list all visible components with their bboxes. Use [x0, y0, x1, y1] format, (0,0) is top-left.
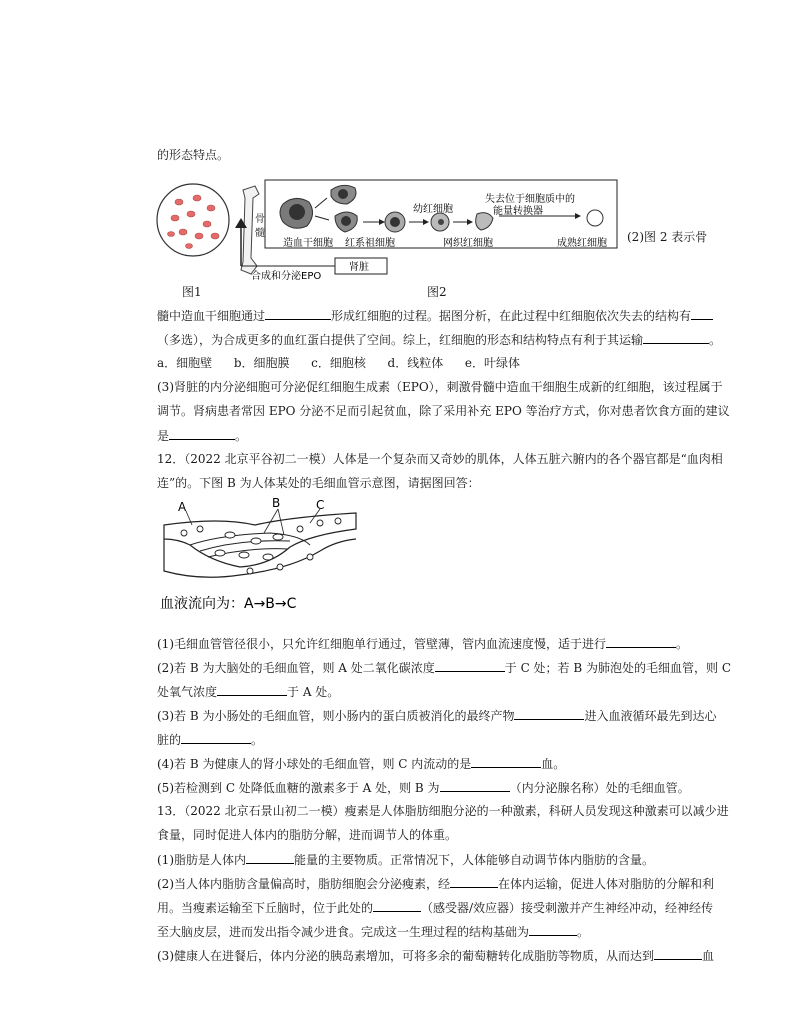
q12-sub-3-line-1: (3)若 B 为小肠处的毛细血管，则小肠内的蛋白质被消化的最终产物 进入血液循环最先到达心	[157, 709, 717, 723]
label-a: A	[178, 500, 187, 514]
answer-blank[interactable]	[246, 851, 294, 864]
q2-options	[157, 355, 520, 371]
answer-blank[interactable]	[606, 635, 676, 648]
answer-blank[interactable]	[169, 427, 235, 440]
lead-text: 的形态特点。	[157, 148, 230, 162]
answer-blank[interactable]	[643, 331, 709, 344]
answer-blank[interactable]	[654, 947, 702, 960]
q12-line-2: 连”的。下图 B 为人体某处的毛细血管示意图，请据图回答：	[157, 476, 480, 490]
q13-line-1: 13．（2022 北京石景山初二一模）瘦素是人体脂肪细胞分泌的一种激素，科研人员发现这种激素可以减少进	[157, 804, 729, 818]
q13-line-2: 食量，同时促进人体内的脂肪分解，进而调节人的体重。	[157, 828, 458, 842]
erythroid-label: 红系祖细胞	[345, 238, 395, 249]
option-e: e．叶绿体	[464, 356, 520, 370]
option-d: d．线粒体	[387, 356, 444, 370]
answer-blank[interactable]	[217, 683, 287, 696]
q12-sub-2-line-1: (2)若 B 为大脑处的毛细血管，则 A 处二氧化碳浓度 于 C 处；若 B 为肺泡处的毛细血管，则 C	[157, 661, 732, 675]
q12-sub-5: (5)若检测到 C 处降低血糖的激素多于 A 处，则 B 为 （内分泌腺名称）处的毛细血管。	[157, 781, 690, 795]
answer-blank[interactable]	[471, 755, 541, 768]
young-rbc-label: 幼红细胞	[413, 204, 453, 215]
answer-blank[interactable]	[265, 307, 331, 320]
answer-blank[interactable]	[435, 659, 505, 672]
kidney-label: 肾脏	[349, 262, 369, 273]
figure2-caption: 图2	[427, 285, 447, 299]
epo-label: 合成和分泌EPO	[251, 271, 322, 282]
answer-blank[interactable]	[450, 875, 498, 888]
answer-blank[interactable]	[691, 307, 713, 320]
option-a: a．细胞壁	[157, 356, 213, 370]
q13-sub-2-line-1: (2)当人体内脂肪含量偏高时，脂肪细胞会分泌瘦素，经 在体内运输，促进人体对脂肪的分解和利	[157, 877, 715, 891]
option-b: b．细胞膜	[233, 356, 290, 370]
q12-sub-4: (4)若 B 为健康人的肾小球处的毛细血管，则 C 内流动的是 血。	[157, 757, 566, 771]
lost-organelle-label-2: 能量转换器	[493, 206, 543, 217]
mature-rbc-label: 成熟红细胞	[557, 238, 607, 249]
q12-sub-2-line-2: 处氧气浓度 于 A 处。	[157, 685, 340, 699]
q13-sub-2-line-3: 至大脑皮层，进而发出指令减少进食。完成这一生理过程的结构基础为 。	[157, 925, 590, 939]
q2-line-1: 髓中造血干细胞通过 形成红细胞的过程。据图分析，在此过程中红细胞依次失去的结构有	[157, 307, 713, 324]
stem-cell-label: 造血干细胞	[283, 238, 333, 249]
answer-blank[interactable]	[440, 779, 510, 792]
stem-cell-drawing	[280, 198, 313, 228]
label-c: C	[316, 498, 325, 512]
q2-line-2: （多选），为合成更多的血红蛋白提供了空间。综上，红细胞的形态和结构特点有利于其运输 。	[157, 333, 722, 347]
q3-line-3: 是 。	[157, 429, 248, 443]
lost-organelle-label-1: 失去位于细胞质中的	[485, 194, 575, 205]
bone-label-2: 髓	[255, 228, 265, 239]
q2-side-text: (2)图 2 表示骨	[627, 230, 708, 244]
q13-sub-3: (3)健康人在进餐后，体内分泌的胰岛素增加，可将多余的葡萄糖转化成脂肪等物质，从而达到 血	[157, 949, 715, 963]
blood-smear-diagram	[157, 184, 229, 256]
answer-blank[interactable]	[529, 923, 577, 936]
q3-line-2: 调节。肾病患者常因 EPO 分泌不足而引起贫血，除了采用补充 EPO 等治疗方式，你对患者饮食方面的建议	[157, 404, 730, 418]
reticulocyte-label: 网织红细胞	[443, 238, 493, 249]
q13-sub-2-line-2: 用。当瘦素运输至下丘脑时，位于此处的 （感受器/效应器）接受刺激并产生神经冲动，经神经传	[157, 901, 714, 915]
figure1-caption: 图1	[182, 285, 202, 299]
q3-line-1: (3)肾脏的内分泌细胞可分泌促红细胞生成素（EPO），刺激骨髓中造血干细胞生成新的红细胞，该过程属于	[157, 380, 723, 394]
answer-blank[interactable]	[373, 899, 421, 912]
q12-sub-3-line-2: 脏的 。	[157, 733, 264, 747]
option-c: c．细胞核	[311, 356, 366, 370]
q12-line-1: 12．（2022 北京平谷初二一模）人体是一个复杂而又奇妙的肌体，人体五脏六腑内的各个器官都是“血肉相	[157, 452, 723, 466]
q12-sub-1: (1)毛细血管管径很小，只允许红细胞单行通过，管壁薄，管内血流速度慢，适于进行 。	[157, 637, 689, 651]
flow-direction-label: 血液流向为：A→B→C	[160, 596, 297, 612]
capillary-diagram	[160, 495, 360, 613]
answer-blank[interactable]	[181, 731, 251, 744]
label-b: B	[272, 496, 281, 510]
erythropoiesis-figure	[155, 178, 625, 288]
bone-label-1: 骨	[255, 214, 265, 225]
answer-blank[interactable]	[514, 707, 584, 720]
q13-sub-1: (1)脂肪是人体内 能量的主要物质。正常情况下，人体能够自动调节体内脂肪的含量。	[157, 853, 655, 867]
